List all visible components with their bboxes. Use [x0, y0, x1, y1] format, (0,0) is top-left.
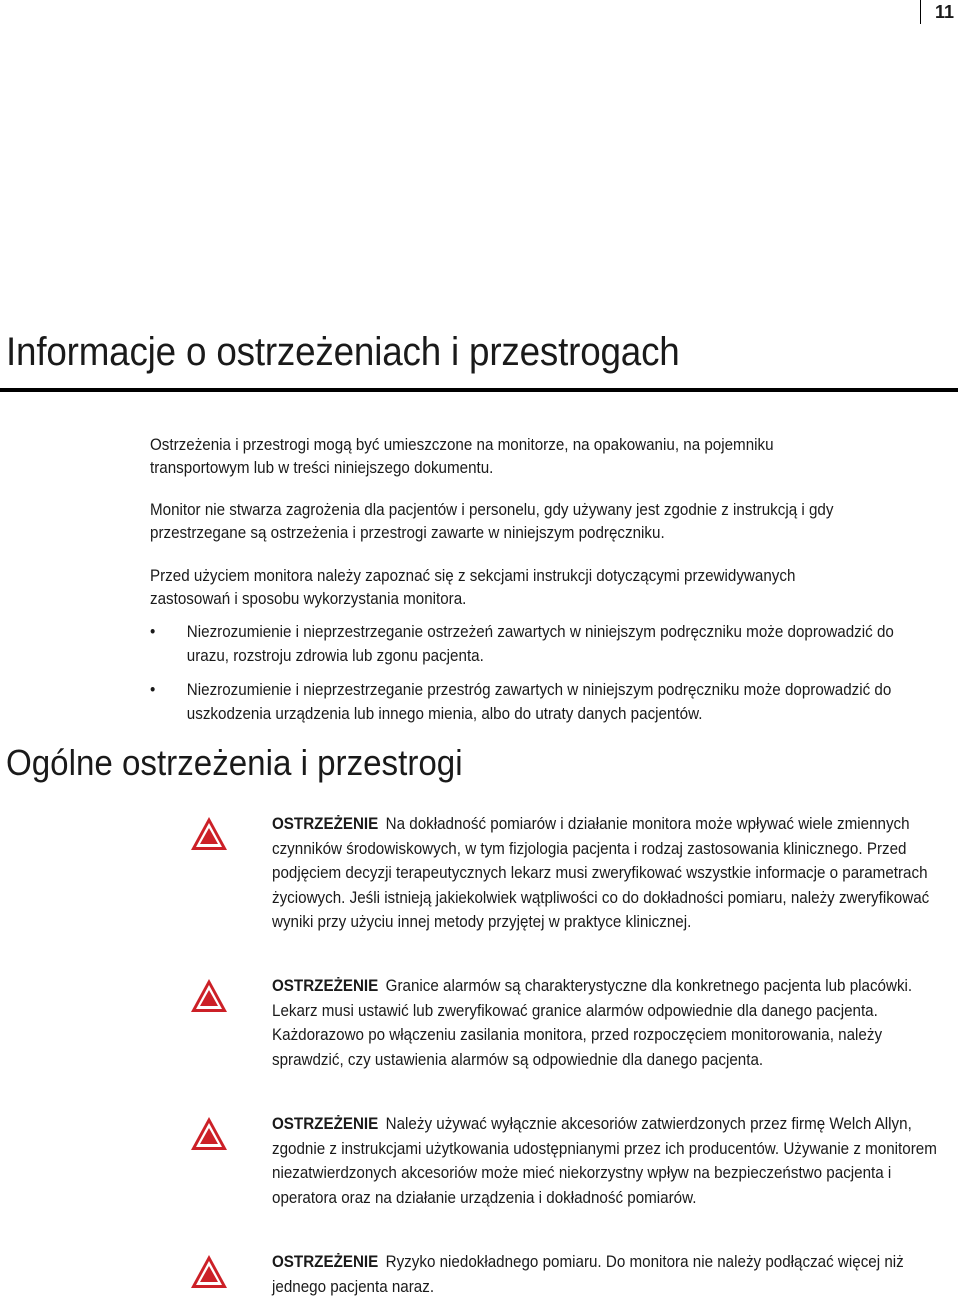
subsection-heading: Ogólne ostrzeżenia i przestrogi — [6, 742, 463, 783]
warning-body: Granice alarmów są charakterystyczne dla konkretnego pacjenta lub placówki. Lekarz musi ustawić lub zweryfikować granice alarmów odpowiednie dla danego pacjenta. Każdorazowo po włączeniu zasilania monitora, przed rozpoczęciem monitorowania, należy sprawdzić, czy ustawienia alarmów są odpowiednie dla danego pacjenta. — [272, 977, 913, 1069]
warning-triangle-icon — [190, 1116, 228, 1152]
warning-label: OSTRZEŻENIE — [272, 1253, 379, 1271]
warning-triangle-icon — [190, 978, 228, 1014]
intro-paragraph-1: Ostrzeżenia i przestrogi mogą być umieszczone na monitorze, na opakowaniu, na pojemniku transportowym lub w treści niniejszego dokumentu. — [150, 436, 774, 477]
warning-label: OSTRZEŻENIE — [272, 1115, 379, 1133]
intro-paragraph-3: Przed użyciem monitora należy zapoznać się z sekcjami instrukcji dotyczącymi przewidywanych zastosowań i sposobu wykorzystania monitora. — [150, 567, 796, 608]
warning-triangle-icon — [190, 1254, 228, 1290]
section-heading: Informacje o ostrzeżeniach i przestrogach — [6, 330, 680, 374]
intro-paragraph-2: Monitor nie stwarza zagrożenia dla pacjentów i personelu, gdy używany jest zgodnie z instrukcją i gdy przestrzegane są ostrzeżenia i przestrogi zawarte w niniejszym podręczniku. — [150, 501, 834, 542]
bullet-text: Niezrozumienie i nieprzestrzeganie ostrzeżeń zawartych w niniejszym podręczniku może doprowadzić do urazu, rozstroju zdrowia lub zgonu pacjenta. — [186, 623, 894, 665]
bullet-icon: • — [150, 623, 156, 641]
warning-triangle-icon — [190, 816, 228, 852]
bullet-text: Niezrozumienie i nieprzestrzeganie przestróg zawartych w niniejszym podręczniku może doprowadzić do uszkodzenia urządzenia lub innego mienia, albo do utraty danych pacjentów. — [186, 681, 892, 723]
warning-text — [272, 1250, 953, 1299]
warning-label: OSTRZEŻENIE — [272, 815, 379, 833]
warning-body: Należy używać wyłącznie akcesoriów zatwierdzonych przez firmę Welch Allyn, zgodnie z instrukcjami użytkowania udostępnianymi przez ich producentów. Używanie z monitorem niezatwierdzonych akcesoriów może mieć niekorzystny wpływ na bezpieczeństwo pacjenta i operatora oraz na działanie urządzenia i dokładność pomiarów. — [272, 1115, 937, 1207]
heading-rule — [0, 388, 958, 392]
page-number: 11 — [934, 2, 954, 22]
warning-body: Ryzyko niedokładnego pomiaru. Do monitora nie należy podłączać więcej niż jednego pacjenta naraz. — [272, 1253, 904, 1296]
warning-label: OSTRZEŻENIE — [272, 977, 379, 995]
page-number-divider — [920, 0, 921, 24]
warning-text — [272, 1112, 953, 1210]
warning-text — [272, 812, 953, 935]
warning-text — [272, 974, 953, 1072]
bullet-icon: • — [150, 681, 156, 699]
warning-body: Na dokładność pomiarów i działanie monitora może wpływać wiele zmiennych czynników środowiskowych, w tym fizjologia pacjenta i rodzaj zastosowania klinicznego. Przed podjęciem decyzji terapeutycznych lekarz musi zweryfikować wszystkie informacje o parametrach życiowych. Jeśli istnieją jakiekolwiek wątpliwości co do dokładności pomiaru, należy zweryfikować wyniki przy użyciu innej metody przyjętej w praktyce klinicznej. — [272, 815, 930, 931]
